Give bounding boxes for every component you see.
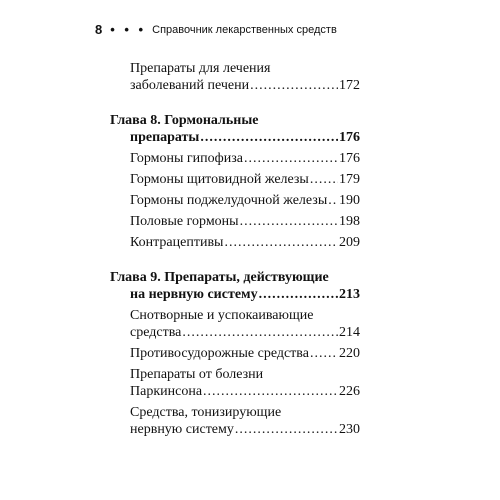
- toc-page-number: 179: [339, 172, 360, 187]
- dot-leader: [182, 324, 338, 341]
- toc-entry-row: [130, 171, 360, 188]
- toc-page-number: 198: [339, 214, 360, 229]
- dot-leader: [240, 213, 338, 230]
- toc-page-number: 214: [339, 325, 360, 340]
- table-of-contents: [110, 60, 360, 442]
- toc-entry-parkinson: [110, 366, 360, 400]
- chapter-title-line2: на нервную систему: [130, 287, 258, 302]
- toc-entry-row: [130, 234, 360, 251]
- toc-page-number: 226: [339, 384, 360, 399]
- dot-leader: [310, 345, 338, 362]
- toc-entry-row: [130, 192, 360, 209]
- toc-entry-line2: Паркинсона: [130, 384, 203, 399]
- toc-entry-line1: Препараты для лечения: [130, 61, 271, 76]
- running-title: Справочник лекарственных средств: [152, 23, 337, 36]
- toc-entry-line1: Снотворные и успокаивающие: [130, 308, 314, 323]
- dot-leader: [244, 150, 338, 167]
- toc-page-number: 209: [339, 235, 360, 250]
- toc-page-number: 190: [339, 193, 360, 208]
- chapter-title-line2: препараты: [130, 130, 200, 145]
- toc-entry-line2-row: [130, 383, 360, 400]
- toc-entry-thyroid: [110, 171, 360, 188]
- toc-page-number: 176: [339, 130, 360, 145]
- toc-entry-text: Половые гормоны: [130, 214, 239, 229]
- dot-leader: [328, 192, 338, 209]
- dot-leader: [250, 77, 338, 94]
- toc-entry-line2-row: [130, 421, 360, 438]
- toc-entry-contraceptives: [110, 234, 360, 251]
- toc-entry-row: [130, 213, 360, 230]
- toc-page-number: 172: [339, 78, 360, 93]
- toc-entry-line2-row: [130, 77, 360, 94]
- toc-entry-sedatives: [110, 307, 360, 341]
- toc-entry-sex-hormones: [110, 213, 360, 230]
- toc-entry-text: Гормоны гипофиза: [130, 151, 243, 166]
- dot-leader: [203, 383, 338, 400]
- chapter-title-line2-row: [110, 129, 360, 146]
- chapter-title-line1: Глава 8. Гормональные: [110, 113, 259, 128]
- toc-page-number: 230: [339, 422, 360, 437]
- toc-entry-text: Противосудорожные средства: [130, 346, 309, 361]
- toc-entry-line2: средства: [130, 325, 182, 340]
- toc-entry-anticonvulsants: [110, 345, 360, 362]
- toc-entry-liver-drugs: [110, 60, 360, 94]
- toc-entry-text: Гормоны щитовидной железы: [130, 172, 309, 187]
- toc-page-number: 220: [339, 346, 360, 361]
- page-header: [95, 22, 337, 37]
- dot-leader: [310, 171, 338, 188]
- toc-entry-line2: нервную систему: [130, 422, 234, 437]
- toc-page-number: 213: [339, 287, 360, 302]
- toc-entry-pancreas: [110, 192, 360, 209]
- toc-entry-row: [130, 345, 360, 362]
- dot-leader: [200, 129, 338, 146]
- toc-chapter-9: [110, 269, 360, 303]
- dot-leader: [259, 286, 338, 303]
- toc-entry-row: [130, 150, 360, 167]
- toc-entry-line1: Средства, тонизирующие: [130, 405, 282, 420]
- toc-entry-pituitary: [110, 150, 360, 167]
- chapter-title-line2-row: [110, 286, 360, 303]
- dot-leader: [235, 421, 338, 438]
- toc-entry-line2-row: [130, 324, 360, 341]
- chapter-title-line1: Глава 9. Препараты, действующие: [110, 270, 329, 285]
- toc-entry-line2: заболеваний печени: [130, 78, 250, 93]
- toc-page-number: 176: [339, 151, 360, 166]
- header-dots: • • •: [110, 22, 147, 37]
- toc-entry-text: Контрацептивы: [130, 235, 224, 250]
- toc-entry-text: Гормоны поджелудочной железы: [130, 193, 328, 208]
- page-number: 8: [95, 22, 103, 37]
- dot-leader: [224, 234, 338, 251]
- toc-entry-stimulants: [110, 404, 360, 438]
- toc-chapter-8: [110, 112, 360, 146]
- toc-entry-line1: Препараты от болезни: [130, 367, 264, 382]
